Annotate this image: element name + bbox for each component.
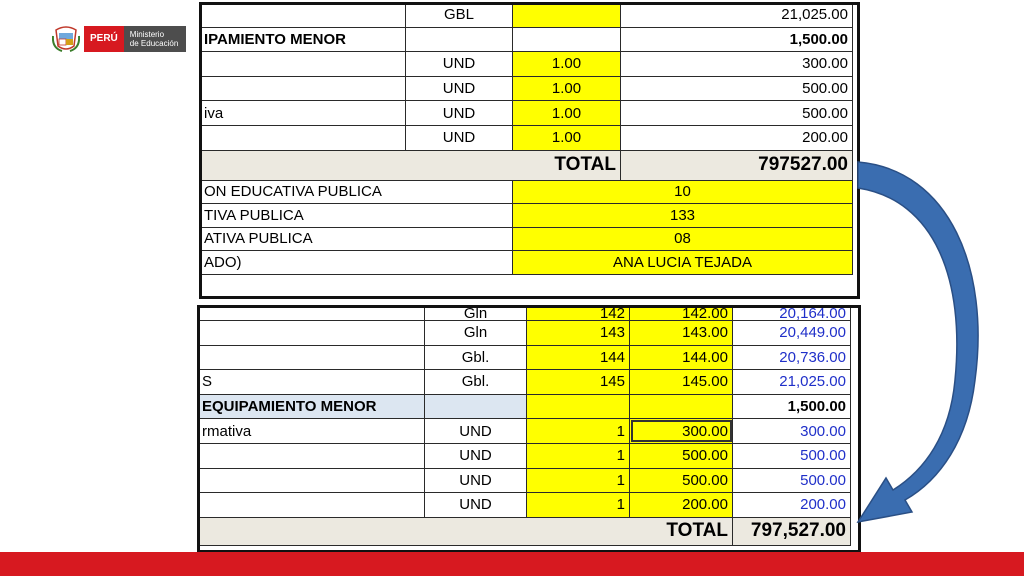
table-row <box>198 321 851 346</box>
unit-cell: UND <box>406 52 513 77</box>
desc-cell: rmativa <box>198 419 425 444</box>
qty-cell: 144 <box>527 345 630 370</box>
table-row <box>198 493 851 518</box>
price-cell: 500.00 <box>621 101 853 126</box>
info-row <box>200 227 853 251</box>
qty-cell: 1 <box>527 468 630 493</box>
info-label: ATIVA PUBLICA <box>200 227 513 251</box>
qty-cell: 1.00 <box>513 125 621 150</box>
desc-cell <box>198 468 425 493</box>
price-cell: 500.00 <box>630 468 733 493</box>
total-value: 797527.00 <box>621 150 853 180</box>
desc-cell <box>198 443 425 468</box>
total-label: TOTAL <box>200 150 621 180</box>
unit-cell <box>425 394 527 419</box>
unit-cell: UND <box>406 76 513 101</box>
desc-cell <box>198 345 425 370</box>
amount-cell: 500.00 <box>733 443 851 468</box>
section-label: IPAMIENTO MENOR <box>200 27 406 52</box>
amount-cell: 21,025.00 <box>733 370 851 395</box>
info-value: 08 <box>513 227 853 251</box>
price-cell: 200.00 <box>621 125 853 150</box>
amount-cell: 200.00 <box>733 493 851 518</box>
top-spreadsheet-panel <box>199 2 860 299</box>
info-label: ON EDUCATIVA PUBLICA <box>200 180 513 204</box>
table-row <box>200 52 853 77</box>
unit-cell: Gln <box>425 321 527 346</box>
ministry-logo <box>52 26 186 52</box>
table-row <box>198 345 851 370</box>
total-row <box>200 150 853 180</box>
table-row <box>200 3 853 28</box>
info-row <box>200 204 853 228</box>
table-row <box>198 306 851 321</box>
unit-cell: GBL <box>406 3 513 28</box>
price-cell: 200.00 <box>630 493 733 518</box>
desc-cell: S <box>198 370 425 395</box>
desc-cell <box>200 125 406 150</box>
qty-cell <box>513 27 621 52</box>
price-cell: 144.00 <box>630 345 733 370</box>
table-row <box>200 125 853 150</box>
qty-cell: 1 <box>527 493 630 518</box>
country-label: PERÚ <box>84 26 124 52</box>
price-cell: 300.00 <box>621 52 853 77</box>
qty-cell: 1 <box>527 443 630 468</box>
total-label: TOTAL <box>198 517 733 545</box>
footer-red-bar <box>0 552 1024 576</box>
table-row <box>198 443 851 468</box>
qty-cell: 1.00 <box>513 101 621 126</box>
section-label: EQUIPAMIENTO MENOR <box>198 394 425 419</box>
unit-cell: UND <box>425 468 527 493</box>
amount-cell: 1,500.00 <box>733 394 851 419</box>
info-value: ANA LUCIA TEJADA <box>513 251 853 275</box>
price-cell: 142.00 <box>630 306 733 321</box>
ministry-line-1: Ministerio <box>129 30 165 39</box>
coat-of-arms-icon <box>52 26 80 52</box>
top-budget-table <box>199 2 853 275</box>
unit-desc-cell <box>198 306 425 321</box>
desc-cell <box>198 321 425 346</box>
price-cell: 1,500.00 <box>621 27 853 52</box>
qty-cell <box>513 3 621 28</box>
info-row <box>200 251 853 275</box>
unit-cell: UND <box>425 419 527 444</box>
amount-cell: 20,736.00 <box>733 345 851 370</box>
price-cell: 500.00 <box>630 443 733 468</box>
table-row <box>198 468 851 493</box>
amount-cell: 20,164.00 <box>733 306 851 321</box>
info-label: TIVA PUBLICA <box>200 204 513 228</box>
price-cell: 21,025.00 <box>621 3 853 28</box>
unit-cell: Gln <box>425 306 527 321</box>
qty-cell: 1 <box>527 419 630 444</box>
total-row <box>198 517 851 545</box>
desc-cell <box>200 3 406 28</box>
total-value: 797,527.00 <box>733 517 851 545</box>
price-cell: 143.00 <box>630 321 733 346</box>
desc-cell <box>198 493 425 518</box>
bottom-spreadsheet-panel <box>197 305 861 553</box>
section-row <box>198 394 851 419</box>
qty-cell: 142 <box>527 306 630 321</box>
unit-cell: UND <box>406 125 513 150</box>
info-row <box>200 180 853 204</box>
unit-cell: UND <box>425 493 527 518</box>
table-row <box>198 370 851 395</box>
qty-cell: 1.00 <box>513 76 621 101</box>
amount-cell: 500.00 <box>733 468 851 493</box>
desc-cell: iva <box>200 101 406 126</box>
qty-cell: 143 <box>527 321 630 346</box>
amount-cell: 20,449.00 <box>733 321 851 346</box>
price-cell: 500.00 <box>621 76 853 101</box>
ministry-line-2: de Educación <box>129 39 179 48</box>
bottom-budget-table <box>197 305 851 546</box>
qty-cell <box>527 394 630 419</box>
info-value: 10 <box>513 180 853 204</box>
price-cell <box>630 394 733 419</box>
table-row <box>198 419 851 444</box>
price-cell: 145.00 <box>630 370 733 395</box>
info-value: 133 <box>513 204 853 228</box>
desc-cell <box>200 76 406 101</box>
unit-cell: Gbl. <box>425 345 527 370</box>
desc-cell <box>200 52 406 77</box>
unit-cell: UND <box>425 443 527 468</box>
price-cell-selected[interactable]: 300.00 <box>630 419 733 444</box>
unit-cell: UND <box>406 101 513 126</box>
qty-cell: 1.00 <box>513 52 621 77</box>
amount-cell: 300.00 <box>733 419 851 444</box>
qty-cell: 145 <box>527 370 630 395</box>
ministry-name <box>124 26 186 52</box>
table-row <box>200 76 853 101</box>
unit-cell: Gbl. <box>425 370 527 395</box>
unit-cell <box>406 27 513 52</box>
section-row <box>200 27 853 52</box>
info-label: ADO) <box>200 251 513 275</box>
table-row <box>200 101 853 126</box>
